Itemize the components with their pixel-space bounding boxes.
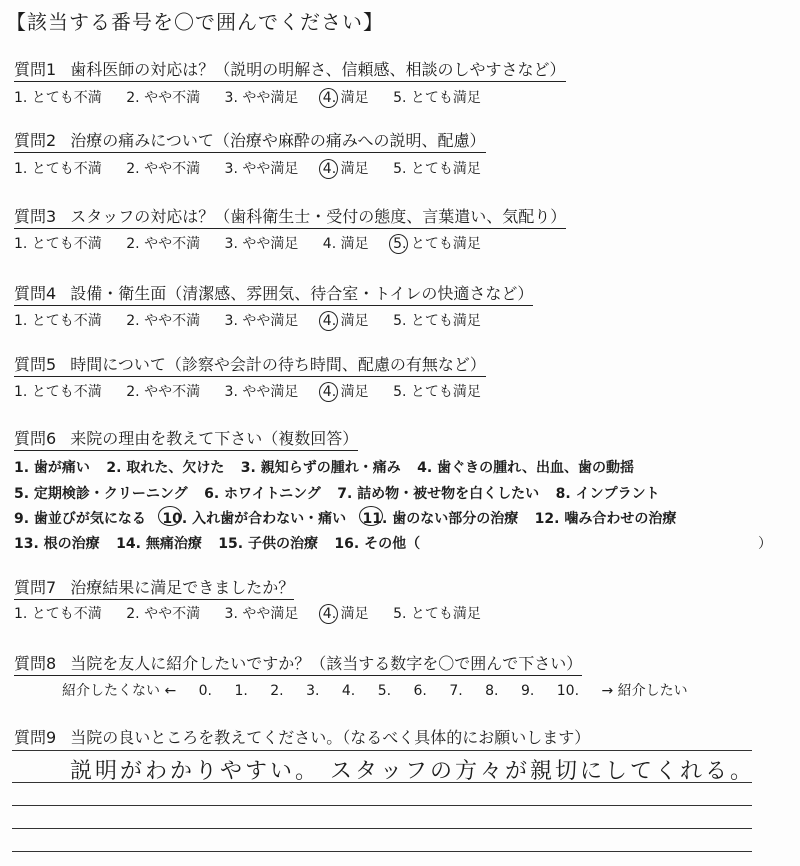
q6-text: 来院の理由を教えて下さい（複数回答）	[70, 429, 359, 448]
q4-option-4-circled[interactable]: 4. 満足	[322, 313, 369, 329]
q7-option-3[interactable]: 3. やや満足	[224, 606, 299, 622]
q2-title	[14, 128, 486, 151]
q6-other-close-paren: ）	[758, 536, 772, 552]
q2-text: 治療の痛みについて（治療や麻酔の痛みへの説明、配慮）	[70, 131, 486, 150]
q6-option-8[interactable]: 8. インプラント	[555, 486, 660, 502]
q4-option-3[interactable]: 3. やや満足	[224, 313, 299, 329]
q2-options	[14, 158, 501, 178]
q5-option-4-circled[interactable]: 4. 満足	[322, 384, 369, 400]
q1-option-5[interactable]: 5. とても満足	[393, 90, 481, 106]
q6-options-row-1	[14, 457, 646, 477]
q8-scale-4[interactable]: 4.	[341, 683, 356, 699]
q1-label: 質問1	[14, 60, 57, 79]
q6-option-9[interactable]: 9. 歯並びが気になる	[14, 511, 146, 527]
q7-label: 質問7	[14, 578, 57, 597]
q5-title	[14, 352, 486, 375]
q2-option-2[interactable]: 2. やや不満	[126, 161, 201, 177]
q1-text: 歯科医師の対応は？（説明の明解さ、信頼感、相談のしやすさなど）	[70, 60, 566, 79]
q4-options	[14, 310, 501, 330]
q3-option-2[interactable]: 2. やや不満	[126, 236, 201, 252]
q5-option-3[interactable]: 3. やや満足	[224, 384, 299, 400]
q6-option-10-circled[interactable]: 10. 入れ歯が合わない・痛い	[162, 511, 347, 527]
q6-option-16[interactable]: 16. その他（	[334, 536, 421, 552]
q8-high-label: → 紹介したい	[601, 683, 688, 699]
q2-option-3[interactable]: 3. やや満足	[224, 161, 299, 177]
q1-option-3[interactable]: 3. やや満足	[224, 90, 299, 106]
q7-option-5[interactable]: 5. とても満足	[393, 606, 481, 622]
q6-option-4[interactable]: 4. 歯ぐきの腫れ、出血、歯の動揺	[417, 460, 634, 476]
q7-title	[14, 575, 294, 598]
q3-text: スタッフの対応は？（歯科衛生士・受付の態度、言葉遣い、気配り）	[70, 207, 567, 226]
q8-scale-8[interactable]: 8.	[485, 683, 499, 699]
q5-text: 時間について（診察や会計の待ち時間、配慮の有無など）	[70, 355, 486, 374]
answer-line-3	[12, 805, 752, 806]
q2-option-4-circled[interactable]: 4. 満足	[322, 161, 369, 177]
q2-option-1[interactable]: 1. とても不満	[14, 161, 102, 177]
q3-label: 質問3	[14, 207, 57, 226]
q6-options-row-2	[14, 483, 672, 503]
q8-label: 質問8	[14, 654, 57, 673]
q7-options	[14, 603, 501, 623]
answer-line-2	[12, 782, 752, 783]
answer-line-1	[12, 750, 752, 751]
q6-option-14[interactable]: 14. 無痛治療	[116, 536, 202, 552]
q5-option-5[interactable]: 5. とても満足	[393, 384, 481, 400]
q5-label: 質問5	[14, 355, 57, 374]
q3-options	[14, 233, 501, 253]
q4-option-5[interactable]: 5. とても満足	[393, 313, 481, 329]
q7-option-4-circled[interactable]: 4. 満足	[322, 606, 369, 622]
answer-line-5	[12, 851, 752, 852]
page-heading: 【該当する番号を〇で囲んでください】	[6, 10, 384, 34]
q8-scale	[62, 680, 706, 700]
q8-scale-10[interactable]: 10.	[556, 683, 580, 699]
q8-scale-1[interactable]: 1.	[234, 683, 248, 699]
q6-option-2[interactable]: 2. 取れた、欠けた	[106, 460, 225, 476]
q6-option-1[interactable]: 1. 歯が痛い	[14, 460, 90, 476]
q1-option-4-circled[interactable]: 4. 満足	[322, 90, 369, 106]
q1-option-1[interactable]: 1. とても不満	[14, 90, 102, 106]
q6-option-13[interactable]: 13. 根の治療	[14, 536, 100, 552]
q4-text: 設備・衛生面（清潔感、雰囲気、待合室・トイレの快適さなど）	[70, 284, 534, 303]
q7-option-1[interactable]: 1. とても不満	[14, 606, 102, 622]
q6-option-12[interactable]: 12. 噛み合わせの治療	[534, 511, 677, 527]
q3-option-1[interactable]: 1. とても不満	[14, 236, 102, 252]
q8-low-label: 紹介したくない ←	[62, 683, 177, 699]
q8-title	[14, 651, 582, 674]
q6-option-11-circled[interactable]: 11. 歯のない部分の治療	[362, 511, 519, 527]
q1-title	[14, 57, 566, 80]
q8-scale-5[interactable]: 5.	[377, 683, 392, 699]
q6-option-6[interactable]: 6. ホワイトニング	[204, 486, 321, 502]
q7-text: 治療結果に満足できましたか？	[70, 578, 295, 597]
q6-label: 質問6	[14, 429, 57, 448]
q2-label: 質問2	[14, 131, 57, 150]
q6-title	[14, 426, 358, 449]
q8-scale-0[interactable]: 0.	[198, 683, 212, 699]
q1-options	[14, 87, 501, 107]
q8-scale-9[interactable]: 9.	[520, 683, 535, 699]
q8-text: 当院を友人に紹介したいですか？（該当する数字を〇で囲んで下さい）	[70, 654, 583, 673]
q5-option-2[interactable]: 2. やや不満	[126, 384, 201, 400]
q6-option-7[interactable]: 7. 詰め物・被せ物を白くしたい	[337, 486, 540, 502]
q4-title	[14, 281, 533, 304]
q2-option-5[interactable]: 5. とても満足	[393, 161, 481, 177]
q1-option-2[interactable]: 2. やや不満	[126, 90, 201, 106]
answer-line-4	[12, 828, 752, 829]
q9-title	[14, 725, 590, 748]
q7-option-2[interactable]: 2. やや不満	[126, 606, 201, 622]
q9-label: 質問9	[14, 728, 57, 747]
q6-options-row-4	[14, 533, 432, 553]
q6-options-row-3	[14, 508, 688, 528]
q6-option-3[interactable]: 3. 親知らずの腫れ・痛み	[240, 460, 401, 476]
q8-scale-7[interactable]: 7.	[449, 683, 463, 699]
q8-scale-2[interactable]: 2.	[270, 683, 284, 699]
q8-scale-3[interactable]: 3.	[306, 683, 320, 699]
q4-label: 質問4	[14, 284, 57, 303]
q6-option-5[interactable]: 5. 定期検診・クリーニング	[14, 486, 188, 502]
q3-option-4[interactable]: 4. 満足	[322, 236, 369, 252]
q3-option-3[interactable]: 3. やや満足	[224, 236, 299, 252]
q8-scale-6[interactable]: 6.	[413, 683, 427, 699]
q3-title	[14, 204, 566, 227]
q4-option-1[interactable]: 1. とても不満	[14, 313, 102, 329]
q4-option-2[interactable]: 2. やや不満	[126, 313, 201, 329]
q5-option-1[interactable]: 1. とても不満	[14, 384, 102, 400]
q6-option-15[interactable]: 15. 子供の治療	[218, 536, 318, 552]
q5-options	[14, 381, 501, 401]
q3-option-5-circled[interactable]: 5. とても満足	[393, 236, 481, 252]
q9-handwritten-answer[interactable]: 説明がわかりやすい。 スタッフの方々が親切にしてくれる。	[70, 759, 755, 784]
q9-text: 当院の良いところを教えてください。（なるべく具体的にお願いします）	[70, 728, 591, 747]
